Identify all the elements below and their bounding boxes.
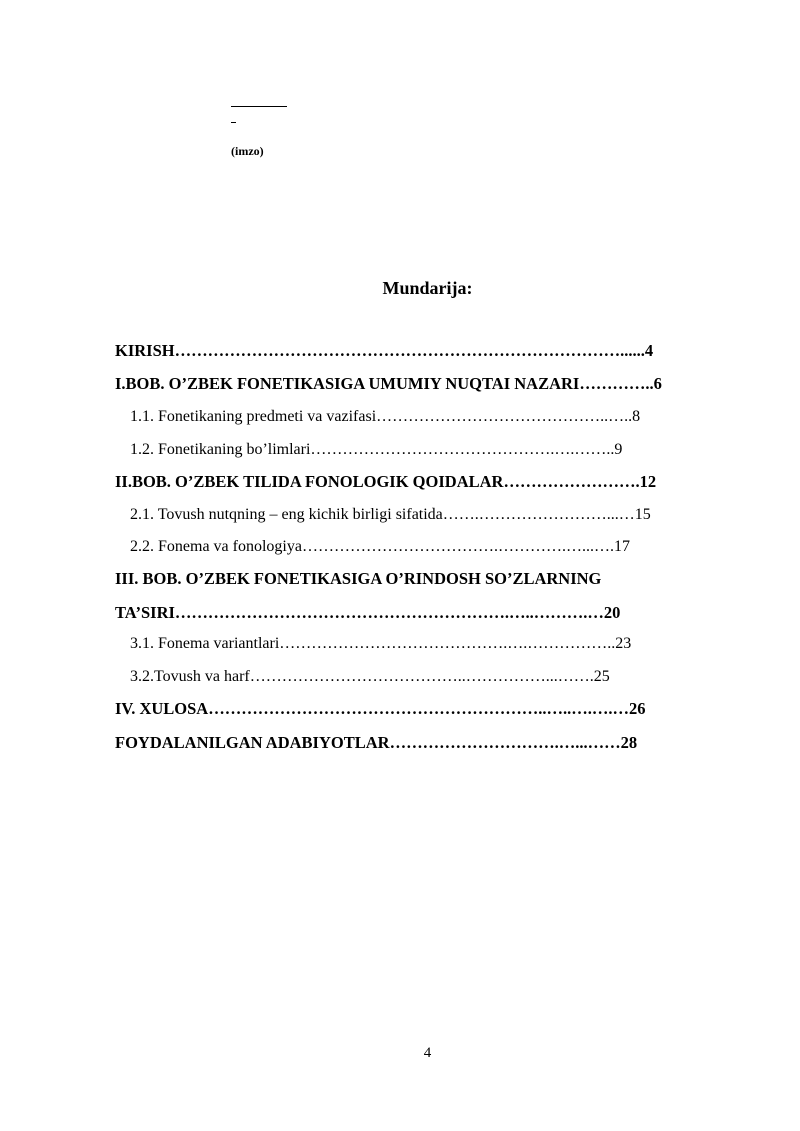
signature-label: (imzo) xyxy=(231,144,264,158)
signature-line xyxy=(231,106,287,107)
toc-entry-chapter-1: I.BOB. O’ZBEK FONETIKASIGA UMUMIY NUQTAI NAZARI…………..6 xyxy=(115,374,662,393)
toc-entry-chapter-3-cont: TA’SIRI…………………………………………………….…..……….…20 xyxy=(115,603,621,622)
signature-dash xyxy=(231,122,236,123)
toc-title: Mundarija: xyxy=(382,278,473,298)
toc-entry-3-2: 3.2.Tovush va harf…………………………………..……………...…….25 xyxy=(130,668,610,685)
toc-entry-1-2: 1.2. Fonetikaning bo’limlari……………………………………….….……..9 xyxy=(130,441,623,458)
toc-entry-references: FOYDALANILGAN ADABIYOTLAR………………………….…...……28 xyxy=(115,733,638,752)
toc-entry-xulosa: IV. XULOSA……………………………………………………..…..….….…26 xyxy=(115,699,646,718)
toc-entry-kirish: KIRISH………………………………………………………………………......4 xyxy=(115,341,654,360)
toc-entry-1-1: 1.1. Fonetikaning predmeti va vazifasi……………………………………..…..8 xyxy=(130,408,641,425)
toc-entry-chapter-2: II.BOB. O’ZBEK TILIDA FONOLOGIK QOIDALAR…………………….12 xyxy=(115,472,657,491)
page-number: 4 xyxy=(423,1045,432,1061)
toc-entry-2-1: 2.1. Tovush nutqning – eng kichik birligi sifatida…….……………………...…15 xyxy=(130,506,651,523)
toc-entry-2-2: 2.2. Fonema va fonologiya……………………………….………….…...….17 xyxy=(130,538,630,555)
toc-entry-3-1: 3.1. Fonema variantlari…………………………………….….……………..23 xyxy=(130,635,632,652)
toc-entry-chapter-3: III. BOB. O’ZBEK FONETIKASIGA O’RINDOSH SO’ZLARNING xyxy=(115,569,602,588)
